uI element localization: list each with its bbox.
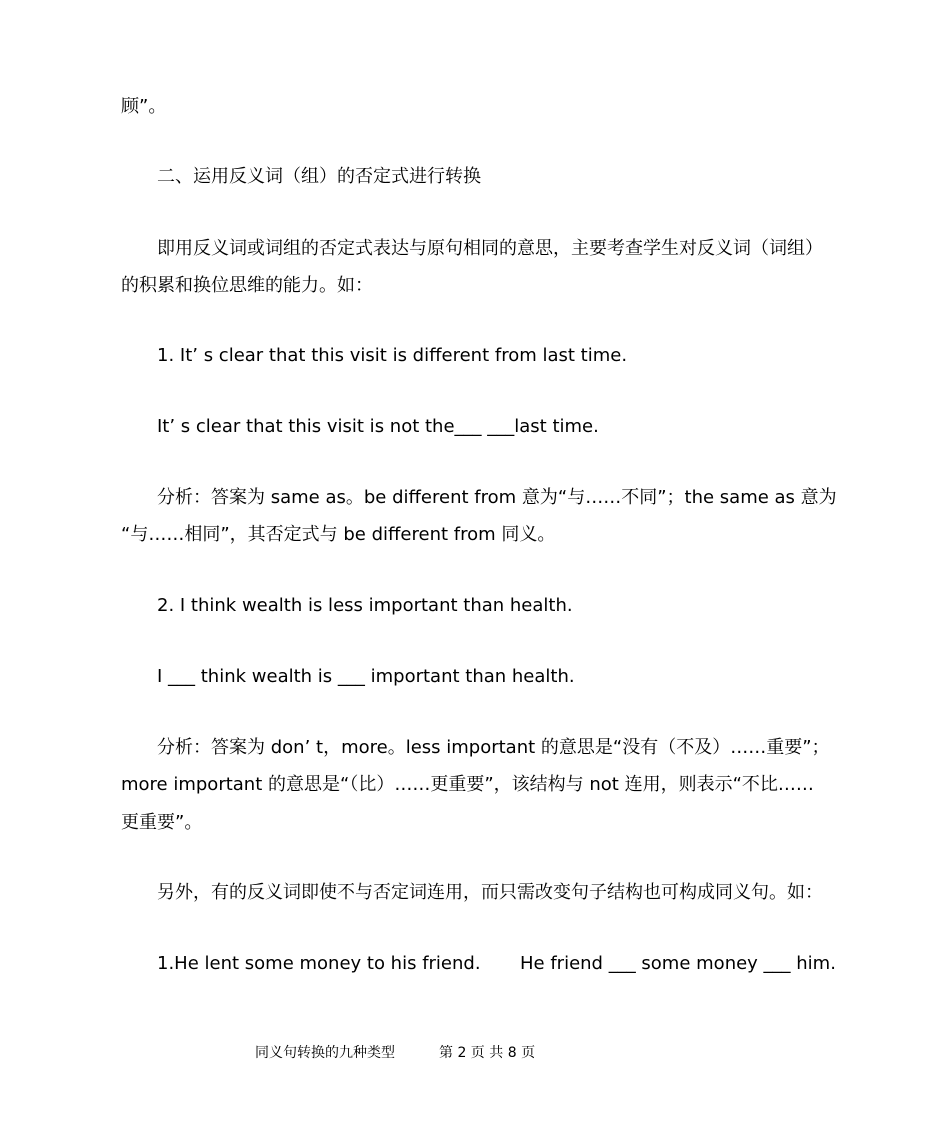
paragraph-line: 即用反义词或词组的否定式表达与原句相同的意思，主要考查学生对反义词（词组）	[157, 238, 823, 259]
section-heading: 二、运用反义词（组）的否定式进行转换	[157, 166, 481, 187]
paragraph-line: 顾”。	[121, 96, 167, 117]
example-sentence: I ___ think wealth is ___ important than health.	[157, 666, 575, 687]
analysis-line: 更重要”。	[121, 812, 203, 833]
example-sentence: 1.He lent some money to his friend.	[157, 953, 481, 974]
example-sentence: It’ s clear that this visit is not the___ ___last time.	[157, 416, 599, 437]
example-sentence: He friend ___ some money ___ him.	[520, 953, 836, 974]
analysis-line: more important 的意思是“（比）……更重要”，该结构与 not 连用，则表示“不比……	[121, 774, 814, 795]
footer-page-number: 第 2 页 共 8 页	[439, 1045, 536, 1061]
footer-title: 同义句转换的九种类型	[255, 1045, 395, 1061]
analysis-line: 分析：答案为 don’ t，more。less important 的意思是“没有（不及）……重要”；	[157, 737, 830, 758]
analysis-line: “与……相同”，其否定式与 be different from 同义。	[121, 524, 556, 545]
example-sentence: 2. I think wealth is less important than health.	[157, 595, 573, 616]
paragraph-line: 另外，有的反义词即使不与否定词连用，而只需改变句子结构也可构成同义句。如：	[157, 882, 823, 903]
paragraph-line: 的积累和换位思维的能力。如：	[121, 275, 373, 296]
example-sentence: 1. It’ s clear that this visit is different from last time.	[157, 345, 628, 366]
analysis-line: 分析：答案为 same as。be different from 意为“与……不同”；the same as 意为	[157, 487, 837, 508]
